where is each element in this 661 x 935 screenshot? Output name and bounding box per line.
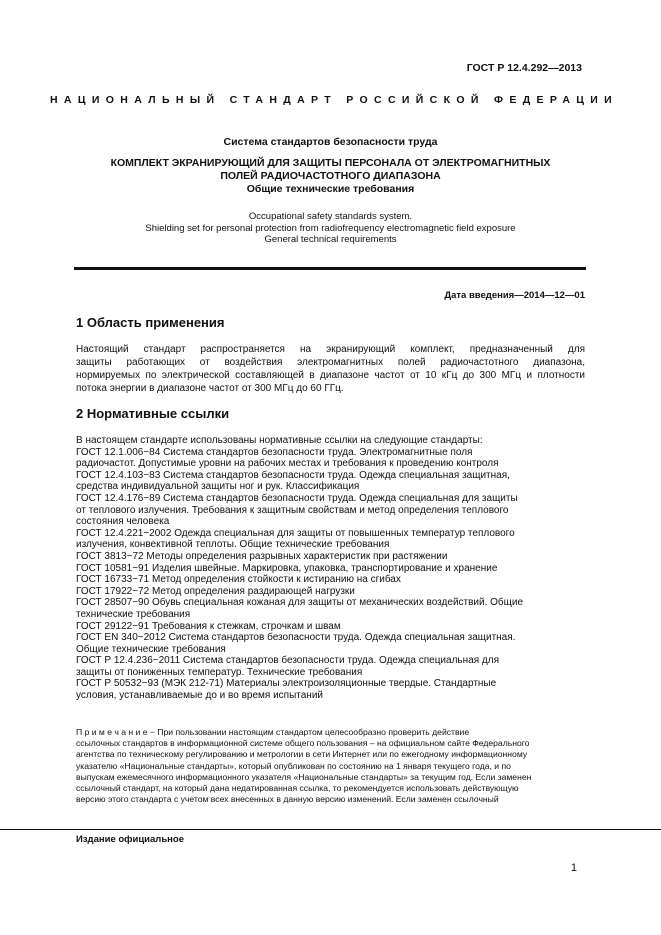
- title-line-1: КОМПЛЕКТ ЭКРАНИРУЮЩИЙ ДЛЯ ЗАЩИТЫ ПЕРСОНАЛА ОТ ЭЛЕКТРОМАГНИТНЫХ: [110, 157, 551, 169]
- section-1-line: защиты работающих от воздействия электромагнитных полей радиочастотного диапазона,: [76, 357, 585, 368]
- note-line: ссылочных стандартов в информационной системе общего пользования – на официальном сайте Федерального: [76, 738, 530, 749]
- section-2-heading: 2 Нормативные ссылки: [76, 406, 230, 421]
- header-divider: [74, 267, 586, 270]
- section-1-body: [76, 343, 585, 395]
- reference-line: ГОСТ 12.1.006−84 Система стандартов безопасности труда. Электромагнитные поля: [76, 446, 473, 458]
- footer-divider: [0, 829, 661, 830]
- note-line: выпускам ежемесячного информационного указателя «Национальные стандарты» за текущим год. Если заменен: [76, 771, 532, 782]
- reference-line: ГОСТ 12.4.103−83 Система стандартов безопасности труда. Одежда специальная защитная,: [76, 469, 510, 481]
- section-1-lines: [76, 343, 585, 395]
- reference-line: от теплового излучения. Требования к защитным свойствам и метод определения теплового: [76, 504, 509, 516]
- page-number: 1: [570, 862, 577, 874]
- national-standard-banner: НАЦИОНАЛЬНЫЙ СТАНДАРТ РОССИЙСКОЙ ФЕДЕРАЦИИ: [50, 94, 619, 106]
- reference-line: технические требования: [76, 608, 191, 620]
- title-line-3: Общие технические требования: [246, 183, 415, 195]
- reference-line: ГОСТ Р 50532−93 (МЭК 212-71) Материалы электроизоляционные твердые. Стандартные: [76, 678, 497, 690]
- section-1-line: Настоящий стандарт распространяется на экранирующий комплект, предназначенный для: [76, 344, 585, 355]
- document-title: [0, 157, 661, 196]
- reference-line: условия, устанавливаемые до и во время испытаний: [76, 690, 323, 702]
- reference-line: ГОСТ 3813−72 Методы определения разрывных характеристик при растяжении: [76, 550, 448, 562]
- note-line: версию этого стандарта с учетом всех внесенных в данную версию изменений. Если заменен ссылочный: [76, 794, 499, 805]
- note-line: ссылочный стандарт, на который дана недатированная ссылка, то рекомендуется использовать действующую: [76, 783, 519, 794]
- note-line: П р и м е ч а н и е − При пользовании настоящим стандартом целесообразно проверить действие: [76, 727, 470, 737]
- english-title-line-3: General technical requirements: [264, 234, 397, 245]
- reference-line: ГОСТ 28507−90 Обувь специальная кожаная для защиты от механических воздействий. Общие: [76, 597, 524, 609]
- note-lines: [76, 727, 586, 805]
- reference-line: радиочастот. Допустимые уровни на рабочих местах и требования к проведению контроля: [76, 458, 499, 470]
- reference-line: средства индивидуальной защиты ног и рук. Классификация: [76, 481, 360, 493]
- note-line: указателю «Национальные стандарты», который опубликован по состоянию на 1 января текущего года, и по: [76, 760, 511, 771]
- reference-line: ГОСТ 10581−91 Изделия швейные. Маркировка, упаковка, транспортирование и хранение: [76, 562, 498, 574]
- references-note: [76, 727, 586, 805]
- section-1-heading: 1 Область применения: [76, 315, 225, 330]
- official-edition-label: Издание официальное: [76, 834, 184, 845]
- reference-line: ГОСТ 12.4.176−89 Система стандартов безопасности труда. Одежда специальная для защиты: [76, 492, 518, 504]
- reference-line: ГОСТ Р 12.4.236−2011 Система стандартов безопасности труда. Одежда специальная для: [76, 655, 499, 667]
- gost-number: ГОСТ Р 12.4.292—2013: [466, 62, 582, 74]
- reference-line: ГОСТ 12.4.221−2002 Одежда специальная для защиты от повышенных температур теплового: [76, 527, 515, 539]
- reference-line: ГОСТ EN 340−2012 Система стандартов безопасности труда. Одежда специальная защитная.: [76, 632, 516, 644]
- note-line: агентства по техническому регулированию и метрологии в сети Интернет или по ежегодному информационному: [76, 749, 528, 760]
- section-1-line: потока энергии в диапазоне частот от 300 МГц до 60 ГГц.: [76, 383, 344, 394]
- title-line-2: ПОЛЕЙ РАДИОЧАСТОТНОГО ДИАПАЗОНА: [220, 170, 441, 182]
- reference-line: ГОСТ 16733−71 Метод определения стойкости к истиранию на сгибах: [76, 574, 401, 586]
- reference-line: состояния человека: [76, 516, 170, 528]
- reference-line: В настоящем стандарте использованы нормативные ссылки на следующие стандарты:: [76, 435, 483, 446]
- reference-line: защиты от пониженных температур. Технические требования: [76, 666, 363, 678]
- section-1-line: нормируемых по электрической составляющей в диапазоне частот от 10 кГц до 300 МГц и плотности: [76, 370, 585, 381]
- english-title-line-2: Shielding set for personal protection from radiofrequency electromagnetic field exposure: [145, 222, 516, 234]
- reference-line: излучения, конвективной теплоты. Общие технические требования: [76, 539, 390, 551]
- normative-references-list: [76, 435, 585, 702]
- reference-line: Общие технические требования: [76, 643, 226, 655]
- reference-line: ГОСТ 17922−72 Метод определения раздирающей нагрузки: [76, 585, 355, 597]
- introduction-date: Дата введения—2014—12—01: [444, 290, 585, 301]
- english-title-line-1: Occupational safety standards system.: [248, 211, 413, 222]
- reference-line: ГОСТ 29122−91 Требования к стежкам, строчкам и швам: [76, 620, 341, 632]
- references-lines: [76, 435, 585, 702]
- english-title: [0, 211, 661, 246]
- standards-system-title: Система стандартов безопасности труда: [223, 136, 438, 148]
